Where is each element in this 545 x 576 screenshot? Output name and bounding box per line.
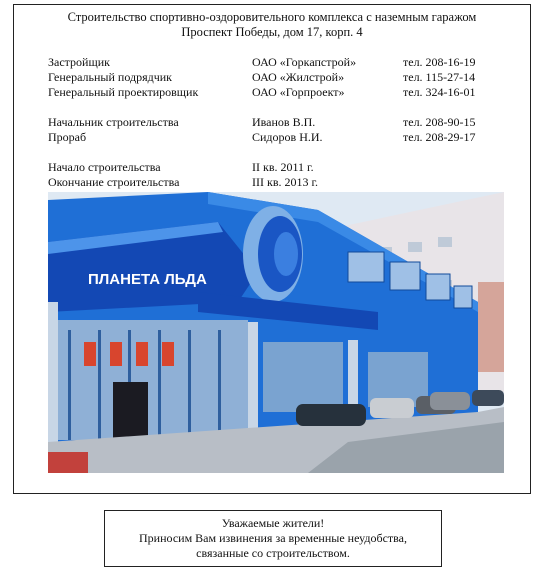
staff-role: Начальник строительства xyxy=(48,115,179,129)
notice-apology: Приносим Вам извинения за временные неудобства, xyxy=(139,531,407,545)
staff-phone: тел. 208-90-15 xyxy=(403,115,476,129)
participant-org: ОАО «Жилстрой» xyxy=(252,70,345,84)
schedule-value: III кв. 2013 г. xyxy=(252,175,319,189)
participant-phone: тел. 324-16-01 xyxy=(403,85,476,99)
staff-row xyxy=(14,130,530,145)
venue-sign: ПЛАНЕТА ЛЬДА xyxy=(88,271,207,288)
schedule-row xyxy=(14,160,530,175)
participant-phone: тел. 115-27-14 xyxy=(403,70,476,84)
notice-reason: связанные со строительством. xyxy=(196,546,350,560)
participant-org: ОАО «Горпроект» xyxy=(252,85,345,99)
participant-phone: тел. 208-16-19 xyxy=(403,55,476,69)
apology-notice xyxy=(104,510,442,567)
construction-info-board xyxy=(13,4,531,494)
staff-phone: тел. 208-29-17 xyxy=(403,130,476,144)
staff-name: Сидоров Н.И. xyxy=(252,130,323,144)
notice-greeting: Уважаемые жители! xyxy=(221,516,325,530)
staff-name: Иванов В.П. xyxy=(252,115,316,129)
building-photo xyxy=(48,192,504,473)
staff-row xyxy=(14,115,530,130)
participant-row xyxy=(14,85,530,100)
participant-role: Генеральный проектировщик xyxy=(48,85,199,99)
project-title: Строительство спортивно-оздоровительного комплекса с наземным гаражом xyxy=(67,10,477,24)
schedule-label: Начало строительства xyxy=(48,160,161,174)
participant-row xyxy=(14,70,530,85)
staff-role: Прораб xyxy=(48,130,87,144)
schedule-value: II кв. 2011 г. xyxy=(252,160,314,174)
participant-row xyxy=(14,55,530,70)
participant-role: Генеральный подрядчик xyxy=(48,70,172,84)
schedule-label: Окончание строительства xyxy=(48,175,180,189)
project-address: Проспект Победы, дом 17, корп. 4 xyxy=(181,25,363,39)
participant-role: Застройщик xyxy=(48,55,110,69)
schedule-row xyxy=(14,175,530,190)
board-title xyxy=(14,10,530,40)
participant-org: ОАО «Горкапстрой» xyxy=(252,55,357,69)
